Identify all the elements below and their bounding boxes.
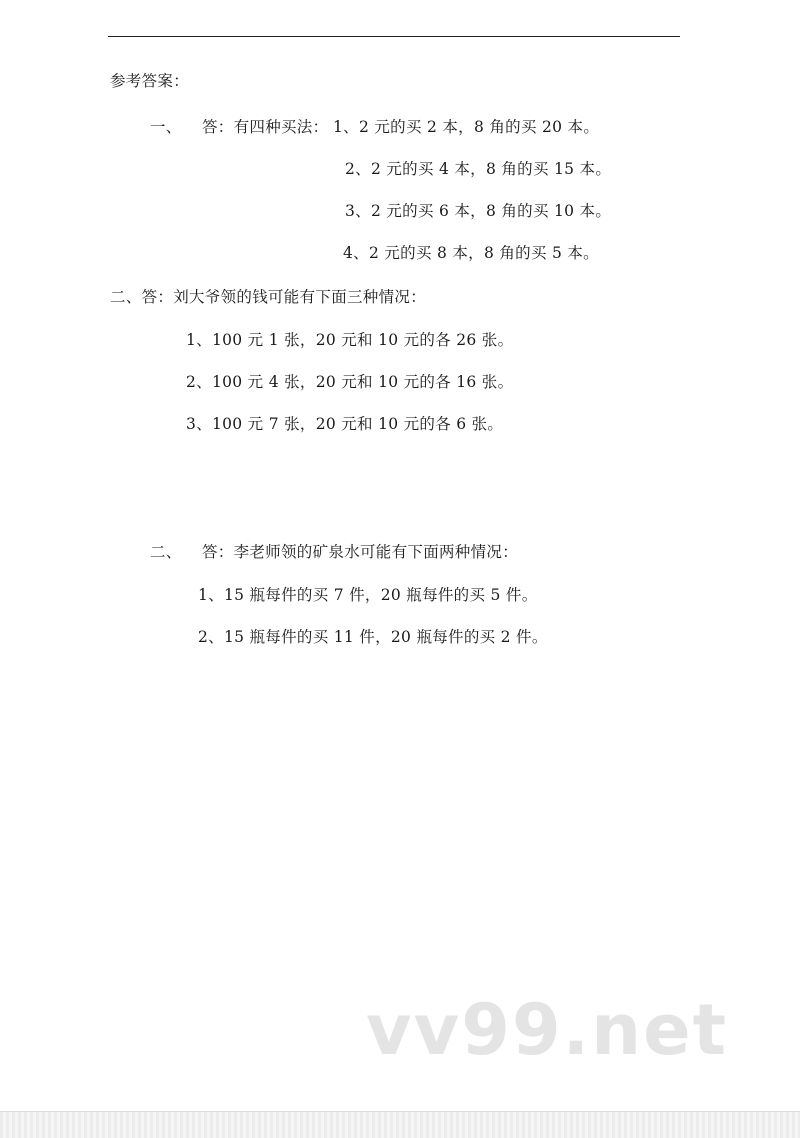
section1-intro: 答：有四种买法：: [202, 118, 329, 136]
section2-item: 1、100 元 1 张，20 元和 10 元的各 26 张。: [186, 331, 514, 349]
answers-heading: 参考答案：: [110, 72, 190, 90]
section2-intro: 二、答：刘大爷领的钱可能有下面三种情况：: [110, 288, 427, 306]
page-bottom-edge: [0, 1111, 800, 1138]
section1-marker: 一、: [150, 118, 182, 136]
section2-item: 3、100 元 7 张，20 元和 10 元的各 6 张。: [186, 415, 504, 433]
section1-item: 3、2 元的买 6 本，8 角的买 10 本。: [345, 202, 612, 220]
section1-item: 1、2 元的买 2 本，8 角的买 20 本。: [333, 118, 600, 136]
section1-item: 2、2 元的买 4 本，8 角的买 15 本。: [345, 160, 612, 178]
section3-item: 2、15 瓶每件的买 11 件，20 瓶每件的买 2 件。: [198, 628, 548, 646]
watermark: vv99.net: [366, 989, 729, 1071]
header-rule: [108, 36, 680, 37]
section3-item: 1、15 瓶每件的买 7 件，20 瓶每件的买 5 件。: [198, 586, 538, 604]
section3-intro: 答：李老师领的矿泉水可能有下面两种情况：: [202, 543, 519, 561]
section2-item: 2、100 元 4 张，20 元和 10 元的各 16 张。: [186, 373, 514, 391]
section3-marker: 二、: [150, 543, 182, 561]
section1-item: 4、2 元的买 8 本，8 角的买 5 本。: [343, 244, 599, 262]
